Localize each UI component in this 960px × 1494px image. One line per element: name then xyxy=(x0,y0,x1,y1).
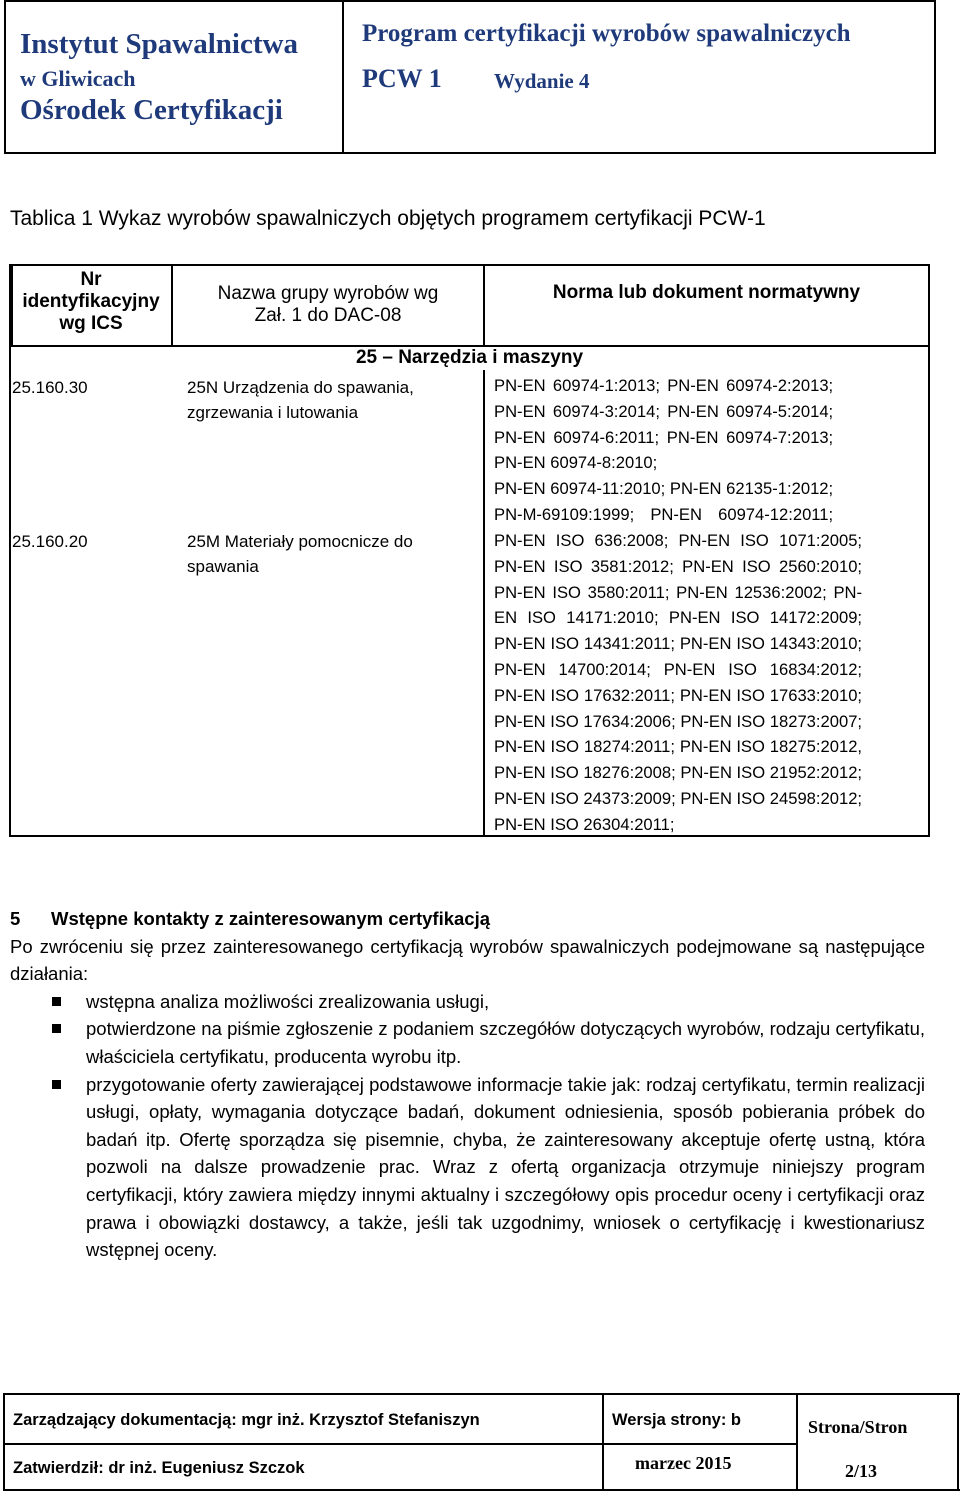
page-label: Strona/Stron xyxy=(808,1417,908,1437)
norm-line: PN-EN ISO 3580:2011; PN-EN 12536:2002; PN- xyxy=(494,582,863,602)
issue-date: marzec 2015 xyxy=(635,1453,732,1473)
products-table xyxy=(9,264,930,837)
norm-line: PN-EN 14700:2014; PN-EN ISO 16834:2012; xyxy=(494,659,863,679)
list-item: potwierdzone na piśmie zgłoszenie z podaniem szczegółów dotyczących wyrobów, rodzaju certyfikatu, właściciela certyfikatu, producenta wyrobu itp. xyxy=(10,1015,925,1070)
footer-divider xyxy=(5,1443,796,1445)
edition: Wydanie 4 xyxy=(494,69,590,93)
action-list xyxy=(10,988,925,1264)
norm-line: PN-EN ISO 26304:2011; xyxy=(494,814,675,834)
norm-line: PN-EN 60974-8:2010; xyxy=(494,453,658,473)
norm-line: PN-EN 60974-6:2011; PN-EN 60974-7:2013; xyxy=(494,427,834,447)
norm-line: PN-EN 60974-11:2010; PN-EN 62135-1:2012; xyxy=(494,479,834,499)
norm-line: PN-EN ISO 3581:2012; PN-EN ISO 2560:2010; xyxy=(494,556,863,576)
approved-by: Zatwierdził: dr inż. Eugeniusz Szczok xyxy=(13,1459,305,1477)
norm-line: PN-EN ISO 17634:2006; PN-EN ISO 18273:2007; xyxy=(494,711,863,731)
norm-line: PN-EN ISO 18274:2011; PN-EN ISO 18275:2012, xyxy=(494,737,863,757)
row-id: 25.160.30 xyxy=(12,378,88,397)
program-code: PCW 1 xyxy=(362,64,442,93)
program-title: Program certyfikacji wyrobów spawalniczych xyxy=(362,20,851,47)
institute-location: w Gliwicach xyxy=(20,66,136,91)
header-norm: Norma lub dokument normatywny xyxy=(552,282,861,303)
norm-line: PN-EN ISO 24373:2009; PN-EN ISO 24598:2012; xyxy=(494,788,863,808)
row-group: 25M Materiały pomocnicze do spawania xyxy=(187,532,413,576)
section-5 xyxy=(10,905,925,1264)
footer-divider xyxy=(5,1489,960,1491)
row-id: 25.160.20 xyxy=(12,532,88,551)
certification-center: Ośrodek Certyfikacji xyxy=(20,94,283,126)
list-item: przygotowanie oferty zawierającej podstawowe informacje takie jak: rodzaj certyfikatu, termin realizacji usługi, opłaty, wymagania dotyczące badań, dokument odniesienia, sposób pobierania próbek do badań itp. Ofertę sporządza się pisemnie, chyba, że zainteresowany akceptuje ofertę ustną, która pozwoli na dalsze prowadzenie prac. Wraz z ofertą organizacja otrzymuje niniejszy program certyfikacji, który zawiera między innymi aktualny i szczegółowy opis procedur oceny i certyfikacji oraz prawa i obowiązki dostawcy, a także, jeśli tak uzgodnimy, wniosek o certyfikację i kwestionariusz wstępnej oceny. xyxy=(10,1071,925,1264)
norm-line: EN ISO 14171:2010; PN-EN ISO 14172:2009; xyxy=(494,608,863,628)
table-caption: Tablica 1 Wykaz wyrobów spawalniczych objętych programem certyfikacji PCW-1 xyxy=(10,207,766,230)
footer-divider xyxy=(957,1395,959,1491)
norm-line: PN-EN ISO 18276:2008; PN-EN ISO 21952:2012; xyxy=(494,763,863,783)
norm-line: PN-EN ISO 14341:2011; PN-EN ISO 14343:2010; xyxy=(494,634,863,654)
section-intro: Po zwróceniu się przez zainteresowanego certyfikacją wyrobów spawalniczych podejmowane są następujące działania: xyxy=(10,935,925,985)
row-norms xyxy=(494,373,833,528)
page-version: Wersja strony: b xyxy=(612,1411,741,1429)
section-number: 5 xyxy=(10,908,21,929)
page-number: 2/13 xyxy=(845,1461,878,1481)
row-group: 25N Urządzenia do spawania, zgrzewania i lutowania xyxy=(187,378,414,422)
bullet-square-icon xyxy=(52,997,61,1006)
list-item: wstępna analiza możliwości zrealizowania usługi, xyxy=(10,988,925,1016)
document-manager: Zarządzający dokumentacją: mgr inż. Krzysztof Stefaniszyn xyxy=(13,1411,480,1429)
section-heading xyxy=(10,905,925,933)
bullet-square-icon xyxy=(52,1024,61,1033)
norm-line: PN-EN ISO 17632:2011; PN-EN ISO 17633:2010; xyxy=(494,685,863,705)
section-title: 25 – Narzędzia i maszyny xyxy=(355,347,584,368)
document-header xyxy=(4,0,936,154)
document-footer xyxy=(3,1393,960,1491)
col-divider xyxy=(483,370,485,835)
row-norms xyxy=(494,528,862,838)
header-id: Nr identyfikacyjny wg ICS xyxy=(22,269,160,334)
norm-line: PN-EN ISO 636:2008; PN-EN ISO 1071:2005; xyxy=(494,531,863,550)
institute-name: Instytut Spawalnictwa xyxy=(20,28,298,60)
bullet-square-icon xyxy=(52,1080,61,1089)
norm-line: PN-M-69109:1999; PN-EN 60974-12:2011; xyxy=(494,504,834,524)
footer-divider xyxy=(796,1395,798,1491)
header-group: Nazwa grupy wyrobów wg Zał. 1 do DAC-08 xyxy=(217,283,439,326)
header-institute-cell xyxy=(6,2,344,152)
norm-line: PN-EN 60974-1:2013; PN-EN 60974-2:2013; xyxy=(494,376,834,395)
section-title-text: Wstępne kontakty z zainteresowanym certyfikacją xyxy=(51,908,491,929)
header-program-cell xyxy=(344,2,934,152)
col-divider xyxy=(483,266,485,345)
norm-line: PN-EN 60974-3:2014; PN-EN 60974-5:2014; xyxy=(494,401,834,421)
